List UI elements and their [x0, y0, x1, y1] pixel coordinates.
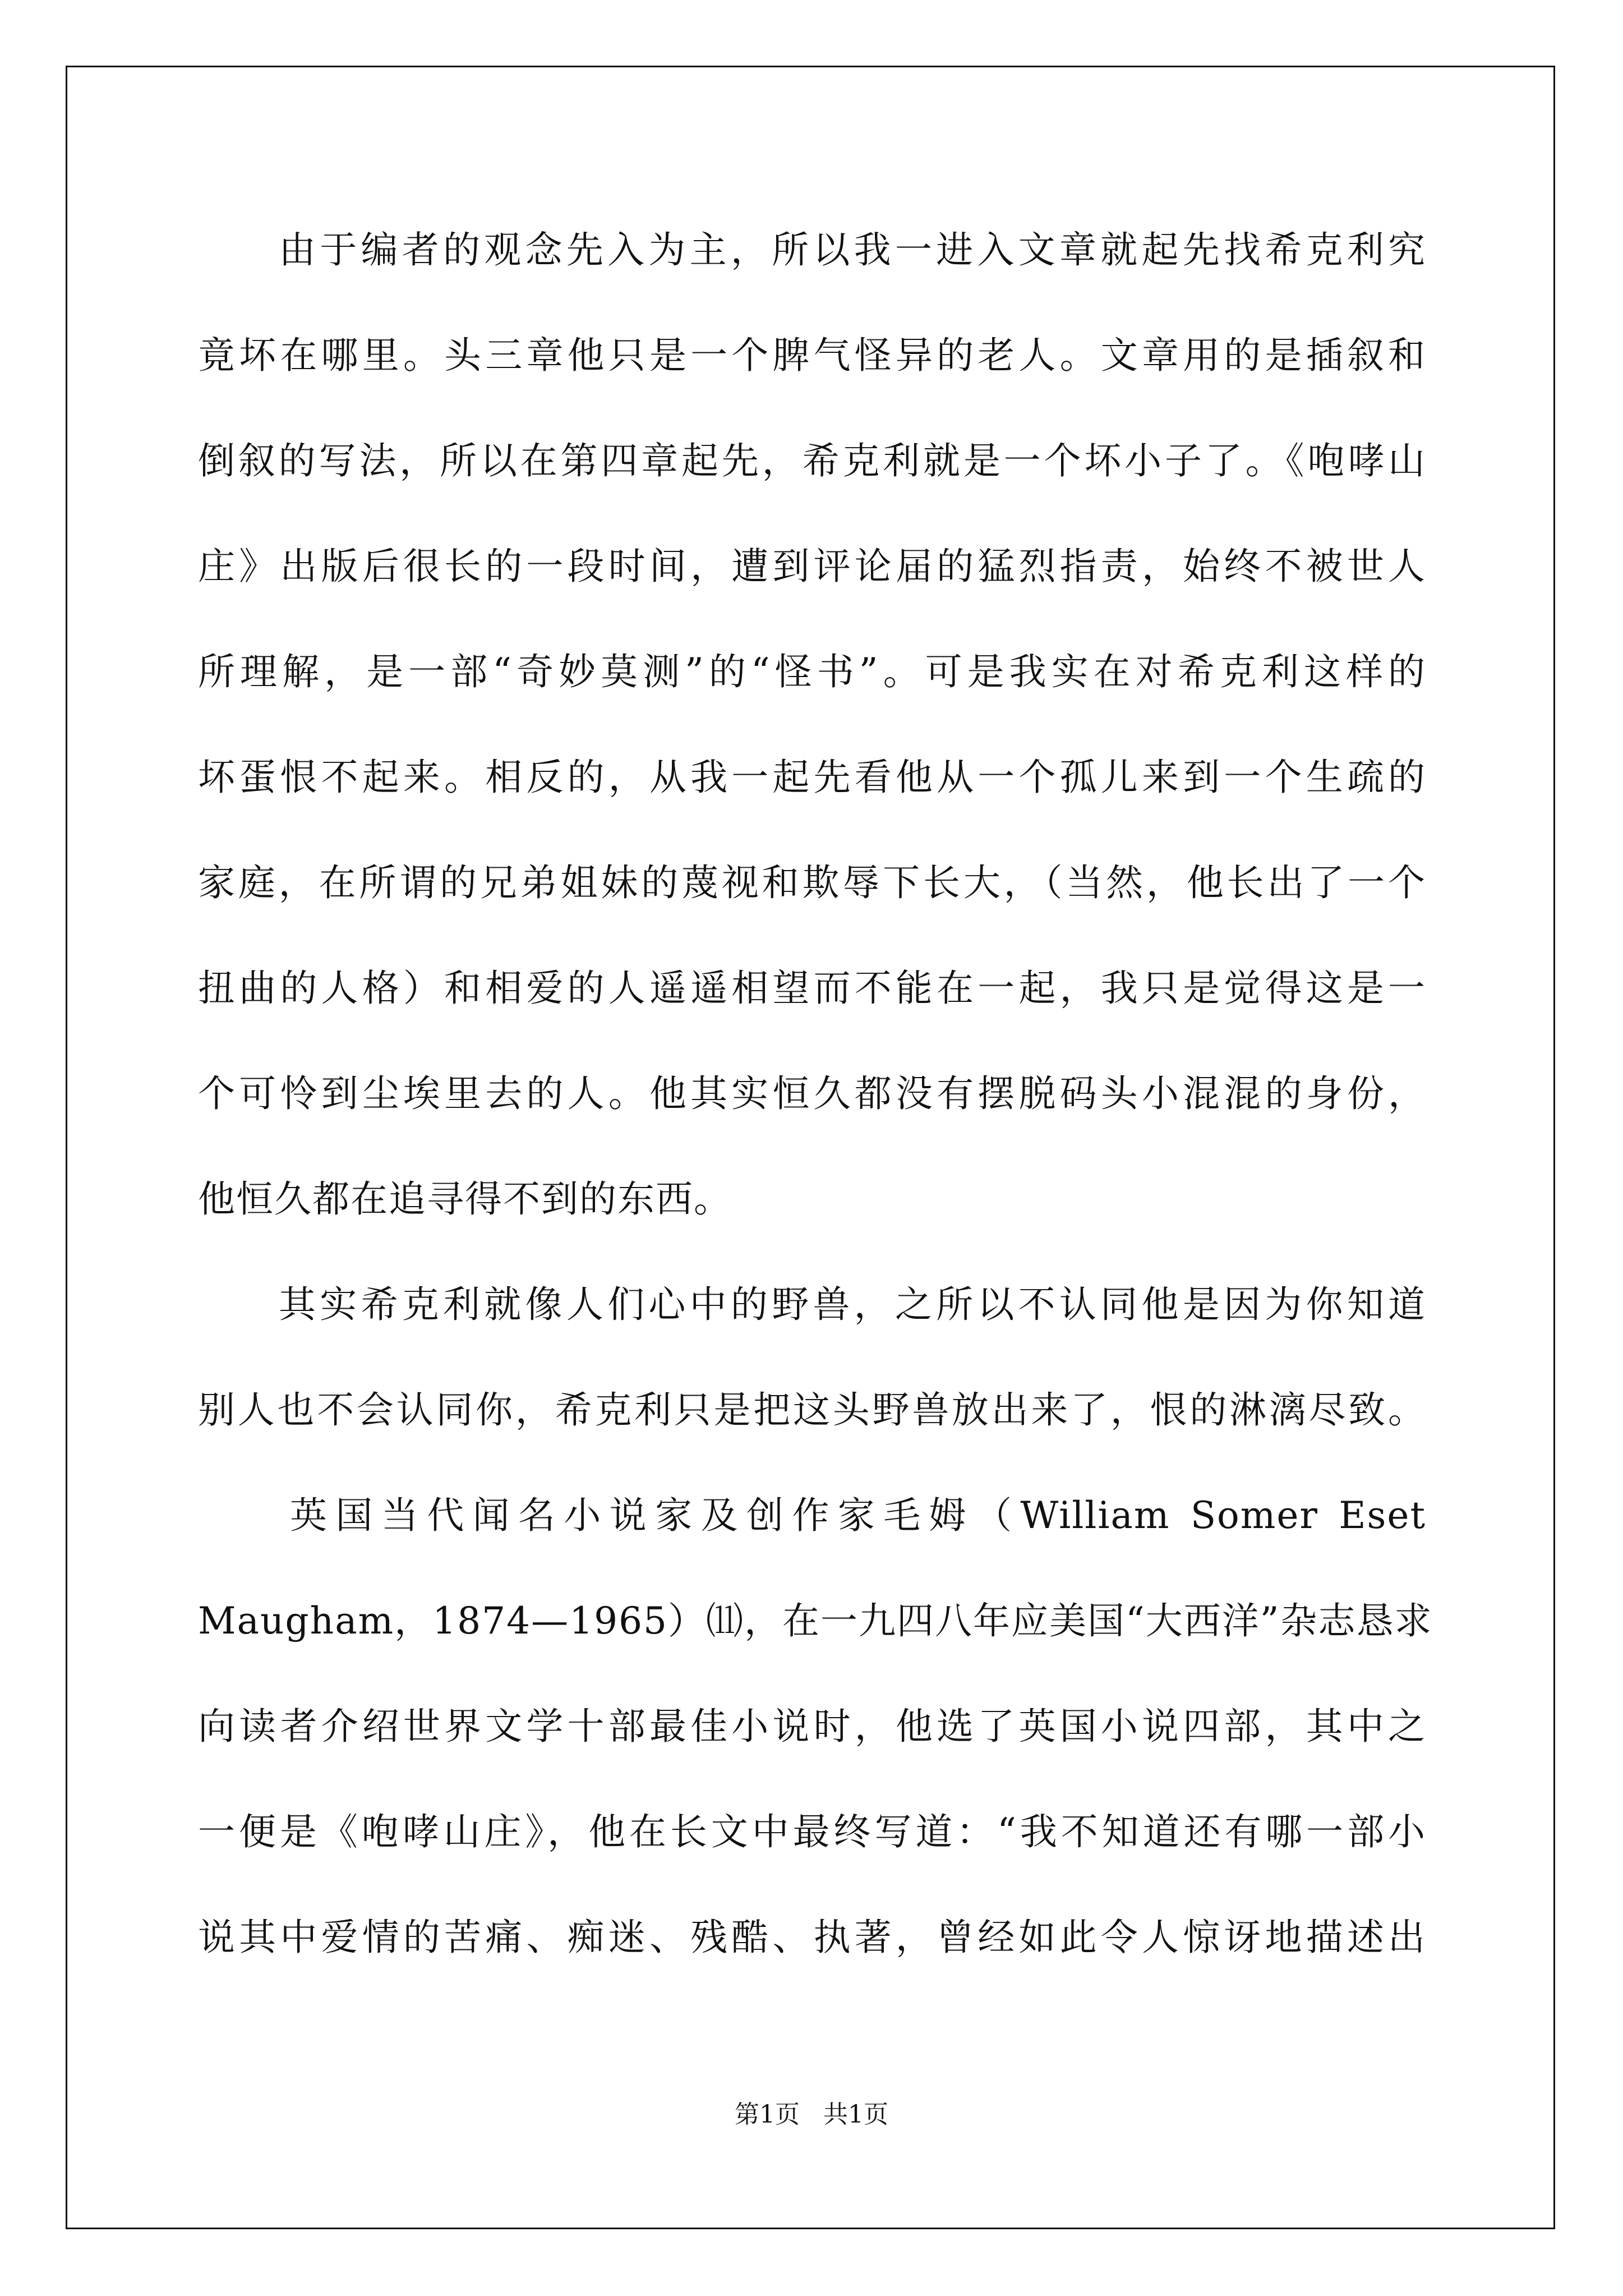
paragraph-line: 英国当代闻名小说家及创作家毛姆（William Somer Eset — [290, 1494, 1426, 1537]
paragraph-line: Maugham，1874—1965）⑾，在一九四八年应美国“大西洋”杂志恳求 — [198, 1599, 1433, 1642]
paragraph-line: 其实希克利就像人们心中的野兽，之所以不认同他是因为你知道 — [279, 1283, 1426, 1326]
paragraph-line: 一便是《咆哮山庄》，他在长文中最终写道：“我不知道还有哪一部小 — [198, 1810, 1426, 1853]
page-border — [66, 66, 1555, 2229]
paragraph-line: 倒叙的写法，所以在第四章起先，希克利就是一个坏小子了。《咆哮山 — [198, 439, 1426, 482]
paragraph-line: 他恒久都在追寻得不到的东西。 — [198, 1177, 732, 1221]
paragraph-line: 所理解，是一部“奇妙莫测”的“怪书”。可是我实在对希克利这样的 — [198, 650, 1426, 693]
paragraph-line: 家庭，在所谓的兄弟姐妹的蔑视和欺辱下长大，（当然，他长出了一个 — [198, 861, 1426, 904]
paragraph-line: 竟坏在哪里。头三章他只是一个脾气怪异的老人。文章用的是插叙和 — [198, 334, 1426, 377]
paragraph-line: 由于编者的观念先入为主，所以我一进入文章就起先找希克利究 — [279, 228, 1426, 272]
page-number: 第1页 共1页 — [735, 2100, 888, 2129]
paragraph-line: 说其中爱情的苦痛、痴迷、残酷、执著，曾经如此令人惊讶地描述出 — [198, 1916, 1426, 1959]
paragraph-line: 扭曲的人格）和相爱的人遥遥相望而不能在一起，我只是觉得这是一 — [198, 967, 1426, 1010]
paragraph-line: 庄》出版后很长的一段时间，遭到评论届的猛烈指责，始终不被世人 — [198, 545, 1426, 588]
paragraph-line: 坏蛋恨不起来。相反的，从我一起先看他从一个孤儿来到一个生疏的 — [198, 756, 1426, 799]
paragraph-line: 向读者介绍世界文学十部最佳小说时，他选了英国小说四部，其中之 — [198, 1705, 1426, 1748]
paragraph-line: 个可怜到尘埃里去的人。他其实恒久都没有摆脱码头小混混的身份， — [198, 1072, 1426, 1115]
paragraph-line: 别人也不会认同你，希克利只是把这头野兽放出来了，恨的淋漓尽致。 — [198, 1388, 1426, 1432]
